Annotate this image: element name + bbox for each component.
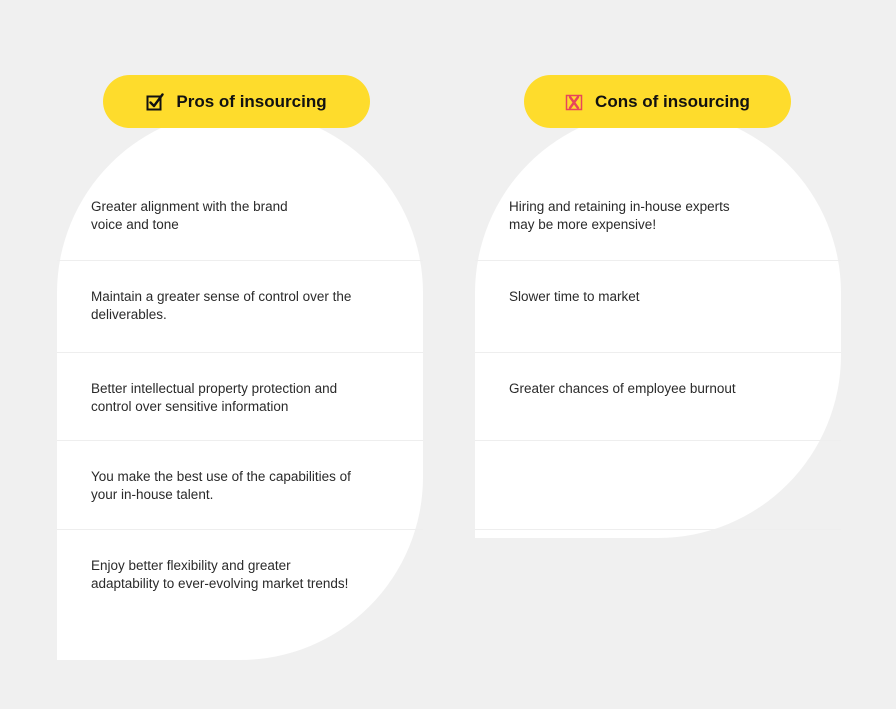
cons-header-pill (524, 75, 791, 128)
pros-item-2-line-2: deliverables. (91, 307, 167, 322)
cons-title: Cons of insourcing (595, 91, 750, 111)
pros-item-4-line-2: your in-house talent. (91, 487, 214, 502)
cons-divider-4 (475, 529, 841, 530)
cons-item-2-line-1: Slower time to market (509, 289, 640, 304)
cons-item-2 (475, 288, 841, 306)
pros-card (57, 110, 423, 660)
pros-item-4 (57, 468, 423, 504)
pros-divider-1 (57, 260, 423, 261)
pros-divider-3 (57, 440, 423, 441)
pros-item-3-line-2: control over sensitive information (91, 399, 289, 414)
pros-item-3-line-1: Better intellectual property protection and (91, 381, 338, 396)
checkbox-cross-icon (565, 93, 583, 111)
checkbox-checked-icon (146, 93, 164, 111)
pros-item-1-line-2: voice and tone (91, 217, 179, 232)
pros-item-5 (57, 557, 423, 593)
cons-card (475, 110, 841, 538)
pros-header-pill (103, 75, 370, 128)
pros-item-5-line-1: Enjoy better flexibility and greater (91, 558, 291, 573)
pros-item-4-line-1: You make the best use of the capabilities of (91, 469, 351, 484)
cons-item-1-line-1: Hiring and retaining in-house experts (509, 199, 730, 214)
cons-divider-3 (475, 440, 841, 441)
cons-item-3-line-1: Greater chances of employee burnout (509, 381, 736, 396)
pros-title: Pros of insourcing (176, 91, 327, 111)
cons-divider-1 (475, 260, 841, 261)
cons-item-1 (475, 198, 841, 234)
cons-item-1-line-2: may be more expensive! (509, 217, 657, 232)
cons-divider-2 (475, 352, 841, 353)
cons-item-3 (475, 380, 841, 398)
pros-item-1-line-1: Greater alignment with the brand (91, 199, 288, 214)
pros-divider-2 (57, 352, 423, 353)
pros-item-5-line-2: adaptability to ever-evolving market trends! (91, 576, 349, 591)
pros-item-1 (57, 198, 423, 234)
pros-item-2-line-1: Maintain a greater sense of control over the (91, 289, 352, 304)
pros-item-2 (57, 288, 423, 324)
pros-divider-4 (57, 529, 423, 530)
pros-item-3 (57, 380, 423, 416)
